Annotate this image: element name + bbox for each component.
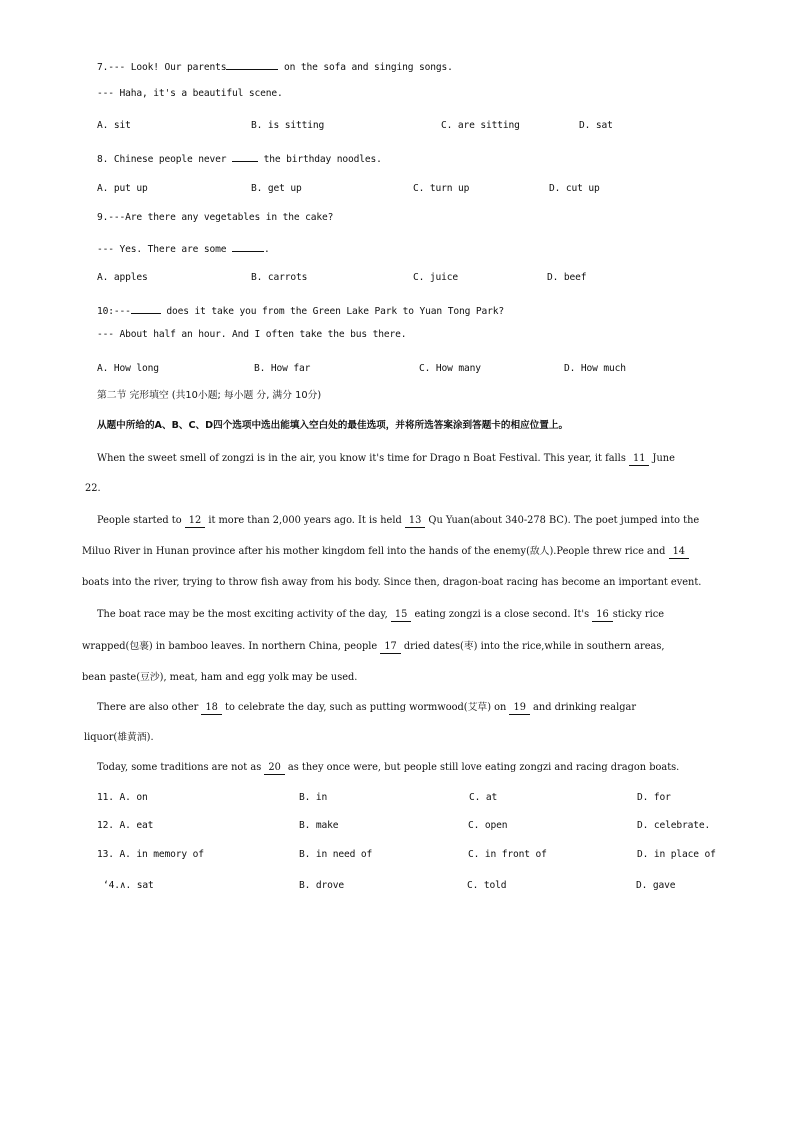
q7-option-a: A. sit — [97, 120, 131, 131]
q10-option-b: B. How far — [254, 363, 311, 374]
passage-text: and drinking realgar — [529, 702, 637, 713]
passage-text: Qu Yuan(about 340-278 BC). The poet jumped into the — [425, 515, 700, 526]
blank-15: 15 — [391, 609, 411, 622]
q9-text-post: . — [264, 244, 270, 255]
answer-12-option-d: D. celebrate. — [637, 820, 711, 831]
q7-option-c: C. are sitting — [441, 120, 520, 131]
q8-option-b: B. get up — [251, 183, 302, 194]
passage-text: When the sweet smell of zongzi is in the air, you know it's time for Drago n Boat Festival. This year, it falls — [97, 453, 629, 464]
blank-20: 20 — [264, 762, 284, 775]
answer-14-option-a: ‘4.∧. sat — [103, 880, 154, 891]
q7-text-pre: 7.--- Look! Our parents — [97, 62, 227, 73]
answer-11-option-b: B. in — [299, 792, 328, 803]
q10-line1 — [97, 303, 504, 318]
passage-p3-line1 — [97, 609, 664, 622]
blank-19: 19 — [509, 702, 529, 715]
answer-11-option-a: 11. A. on — [97, 792, 148, 803]
answer-11-option-c: C. at — [469, 792, 498, 803]
q9-line2 — [97, 241, 270, 256]
passage-text: dried dates(枣) into the rice,while in southern areas, — [400, 641, 665, 652]
q10-option-a: A. How long — [97, 363, 159, 374]
blank-11: 11 — [629, 453, 649, 466]
q7-blank — [226, 59, 278, 70]
section-title: 第二节 完形填空 (共10小题; 每小题 分, 满分 10分) — [97, 390, 322, 401]
q9-line1: 9.---Are there any vegetables in the cake? — [97, 212, 334, 223]
passage-text: There are also other — [97, 702, 202, 713]
answer-13-option-c: C. in front of — [468, 849, 547, 860]
passage-p2-line3: boats into the river, trying to throw fish away from his body. Since then, dragon-boat racing has become an important event. — [82, 577, 702, 588]
q7-line1 — [97, 59, 453, 74]
passage-p5-line1 — [97, 762, 679, 775]
q8-option-c: C. turn up — [413, 183, 470, 194]
answer-12-option-a: 12. A. eat — [97, 820, 154, 831]
q9-option-d: D. beef — [547, 272, 587, 283]
passage-text: wrapped(包裹) in bamboo leaves. In northern China, people — [82, 641, 381, 652]
q9-option-b: B. carrots — [251, 272, 308, 283]
passage-text: June — [649, 453, 675, 464]
q7-text-post: on the sofa and singing songs. — [278, 62, 453, 73]
q8-option-d: D. cut up — [549, 183, 600, 194]
passage-text: Today, some traditions are not as — [97, 762, 265, 773]
q8-blank — [232, 151, 258, 162]
answer-14-option-d: D. gave — [636, 880, 676, 891]
passage-text: sticky rice — [612, 609, 664, 620]
q7-line2: --- Haha, it's a beautiful scene. — [97, 88, 283, 99]
q8-text-post: the birthday noodles. — [258, 154, 382, 165]
answer-13-option-a: 13. A. in memory of — [97, 849, 204, 860]
passage-p3-line2 — [82, 641, 664, 654]
q7-option-b: B. is sitting — [251, 120, 325, 131]
answer-11-option-d: D. for — [637, 792, 671, 803]
section-instruction: 从题中所给的A、B、C、D四个选项中选出能填入空白处的最佳选项，并将所选答案涂到答题卡的相应位置上。 — [97, 420, 569, 431]
passage-text: The boat race may be the most exciting activity of the day, — [97, 609, 391, 620]
q10-text-pre: 10:--- — [97, 306, 131, 317]
passage-text: it more than 2,000 years ago. It is held — [205, 515, 405, 526]
blank-16: 16 — [592, 609, 612, 622]
q8-line — [97, 151, 382, 166]
answer-12-option-b: B. make — [299, 820, 339, 831]
passage-text: Miluo River in Hunan province after his mother kingdom fell into the hands of the enemy(敌人).People threw rice and — [82, 546, 669, 557]
blank-14: 14 — [669, 546, 689, 559]
blank-17: 17 — [380, 641, 400, 654]
answer-12-option-c: C. open — [468, 820, 508, 831]
passage-p2-line2 — [82, 546, 689, 559]
blank-13: 13 — [405, 515, 425, 528]
passage-text: as they once were, but people still love eating zongzi and racing dragon boats. — [284, 762, 680, 773]
q10-text-post: does it take you from the Green Lake Park to Yuan Tong Park? — [160, 306, 504, 317]
q10-line2: --- About half an hour. And I often take the bus there. — [97, 329, 407, 340]
passage-p2-line1 — [97, 515, 699, 528]
passage-p4-line2: liquor(雄黄酒). — [84, 732, 154, 743]
answer-13-option-d: D. in place of — [637, 849, 716, 860]
q10-blank — [131, 303, 161, 314]
q8-text-pre: 8. Chinese people never — [97, 154, 233, 165]
blank-12: 12 — [185, 515, 205, 528]
q9-option-c: C. juice — [413, 272, 459, 283]
blank-18: 18 — [201, 702, 221, 715]
passage-text: eating zongzi is a close second. It's — [411, 609, 593, 620]
answer-14-option-c: C. told — [467, 880, 507, 891]
passage-text: People started to — [97, 515, 185, 526]
q8-option-a: A. put up — [97, 183, 148, 194]
answer-13-option-b: B. in need of — [299, 849, 373, 860]
q7-option-d: D. sat — [579, 120, 613, 131]
passage-p1-line2: 22. — [85, 483, 101, 494]
passage-text: to celebrate the day, such as putting wormwood(艾草) on — [221, 702, 510, 713]
passage-p4-line1 — [97, 702, 636, 715]
answer-14-option-b: B. drove — [299, 880, 345, 891]
q9-blank — [232, 241, 264, 252]
q9-text-pre: --- Yes. There are some — [97, 244, 233, 255]
passage-p1-line1 — [97, 453, 675, 466]
q10-option-c: C. How many — [419, 363, 481, 374]
passage-p3-line3: bean paste(豆沙), meat, ham and egg yolk may be used. — [82, 672, 358, 683]
q10-option-d: D. How much — [564, 363, 626, 374]
q9-option-a: A. apples — [97, 272, 148, 283]
